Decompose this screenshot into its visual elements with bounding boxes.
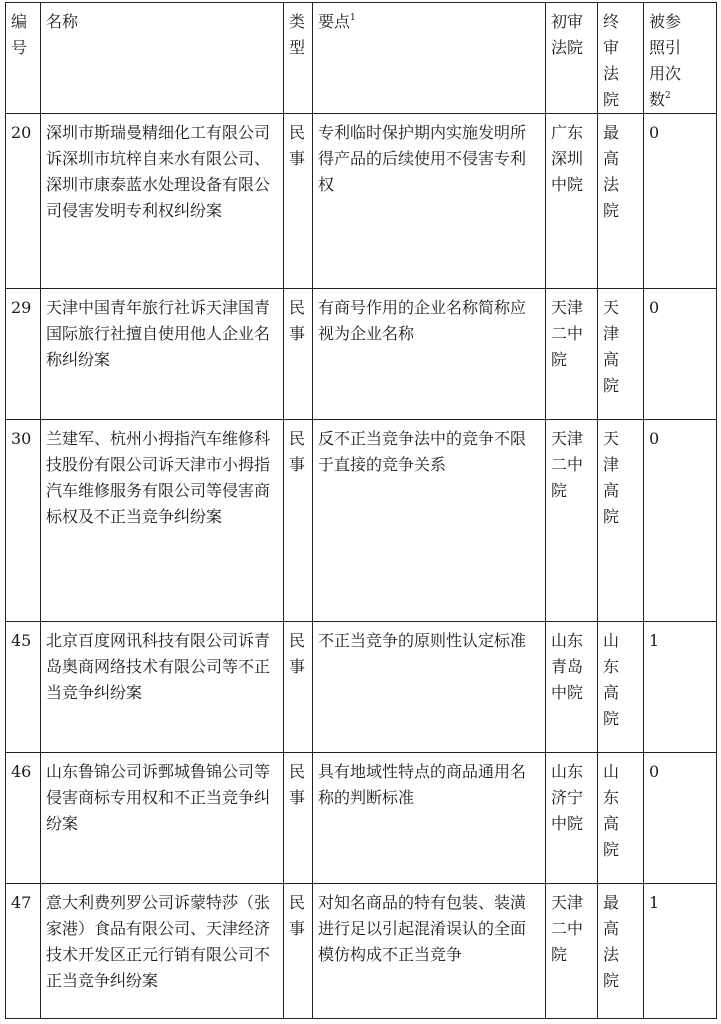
guiding-cases-table (5, 2, 717, 1019)
case-number: 47 (6, 884, 41, 1019)
table-row (6, 420, 717, 622)
case-name: 北京百度网讯科技有限公司诉青岛奥商网络技术有限公司等不正当竞争纠纷案 (41, 622, 284, 753)
case-key-points: 专利临时保护期内实施发明所得产品的后续使用不侵害专利权 (313, 114, 546, 289)
case-key-points: 对知名商品的特有包装、装潢进行足以引起混淆误认的全面模仿构成不正当竞争 (313, 884, 546, 1019)
case-key-points: 反不正当竞争法中的竞争不限于直接的竞争关系 (313, 420, 546, 622)
case-final-court: 最高法院 (598, 114, 644, 289)
table-row (6, 114, 717, 289)
case-cited-count: 1 (644, 622, 717, 753)
case-cited-count: 0 (644, 289, 717, 420)
case-type: 民事 (284, 753, 313, 884)
case-first-court: 山东青岛中院 (546, 622, 598, 753)
footnote-marker: 1 (350, 13, 356, 23)
case-number: 46 (6, 753, 41, 884)
case-first-court: 天津二中院 (546, 420, 598, 622)
case-type: 民事 (284, 884, 313, 1019)
case-type: 民事 (284, 289, 313, 420)
case-name: 深圳市斯瑞曼精细化工有限公司诉深圳市坑梓自来水有限公司、深圳市康泰蓝水处理设备有限公司侵害发明专利权纠纷案 (41, 114, 284, 289)
case-final-court: 山东高院 (598, 753, 644, 884)
header-first-court: 初审法院 (546, 3, 598, 114)
case-name: 兰建军、杭州小拇指汽车维修科技股份有限公司诉天津市小拇指汽车维修服务有限公司等侵害商标权及不正当竞争纠纷案 (41, 420, 284, 622)
table-row (6, 753, 717, 884)
footnote-marker: 2 (665, 91, 671, 101)
case-first-court: 天津二中院 (546, 289, 598, 420)
case-key-points: 不正当竞争的原则性认定标准 (313, 622, 546, 753)
case-number: 29 (6, 289, 41, 420)
header-number: 编号 (6, 3, 41, 114)
header-final-court: 终审法院 (598, 3, 644, 114)
case-name: 天津中国青年旅行社诉天津国青国际旅行社擅自使用他人企业名称纠纷案 (41, 289, 284, 420)
case-number: 20 (6, 114, 41, 289)
case-name: 意大利费列罗公司诉蒙特莎（张家港）食品有限公司、天津经济技术开发区正元行销有限公司不正当竞争纠纷案 (41, 884, 284, 1019)
header-name: 名称 (41, 3, 284, 114)
table-row (6, 622, 717, 753)
header-key-points: 要点$^1$ (313, 3, 546, 114)
case-final-court: 山东高院 (598, 622, 644, 753)
header-type: 类型 (284, 3, 313, 114)
case-key-points: 有商号作用的企业名称简称应视为企业名称 (313, 289, 546, 420)
case-type: 民事 (284, 420, 313, 622)
case-type: 民事 (284, 114, 313, 289)
case-cited-count: 0 (644, 114, 717, 289)
case-key-points: 具有地域性特点的商品通用名称的判断标准 (313, 753, 546, 884)
table-row (6, 884, 717, 1019)
case-cited-count: 1 (644, 884, 717, 1019)
case-final-court: 天津高院 (598, 420, 644, 622)
case-first-court: 天津二中院 (546, 884, 598, 1019)
case-first-court: 广东深圳中院 (546, 114, 598, 289)
case-number: 30 (6, 420, 41, 622)
case-name: 山东鲁锦公司诉鄄城鲁锦公司等侵害商标专用权和不正当竞争纠纷案 (41, 753, 284, 884)
case-cited-count: 0 (644, 753, 717, 884)
case-type: 民事 (284, 622, 313, 753)
case-cited-count: 0 (644, 420, 717, 622)
case-final-court: 天津高院 (598, 289, 644, 420)
table-header-row (6, 3, 717, 114)
table-row (6, 289, 717, 420)
header-cited-count: 被参照引用次数$^2$ (644, 3, 717, 114)
case-final-court: 最高法院 (598, 884, 644, 1019)
case-first-court: 山东济宁中院 (546, 753, 598, 884)
case-number: 45 (6, 622, 41, 753)
